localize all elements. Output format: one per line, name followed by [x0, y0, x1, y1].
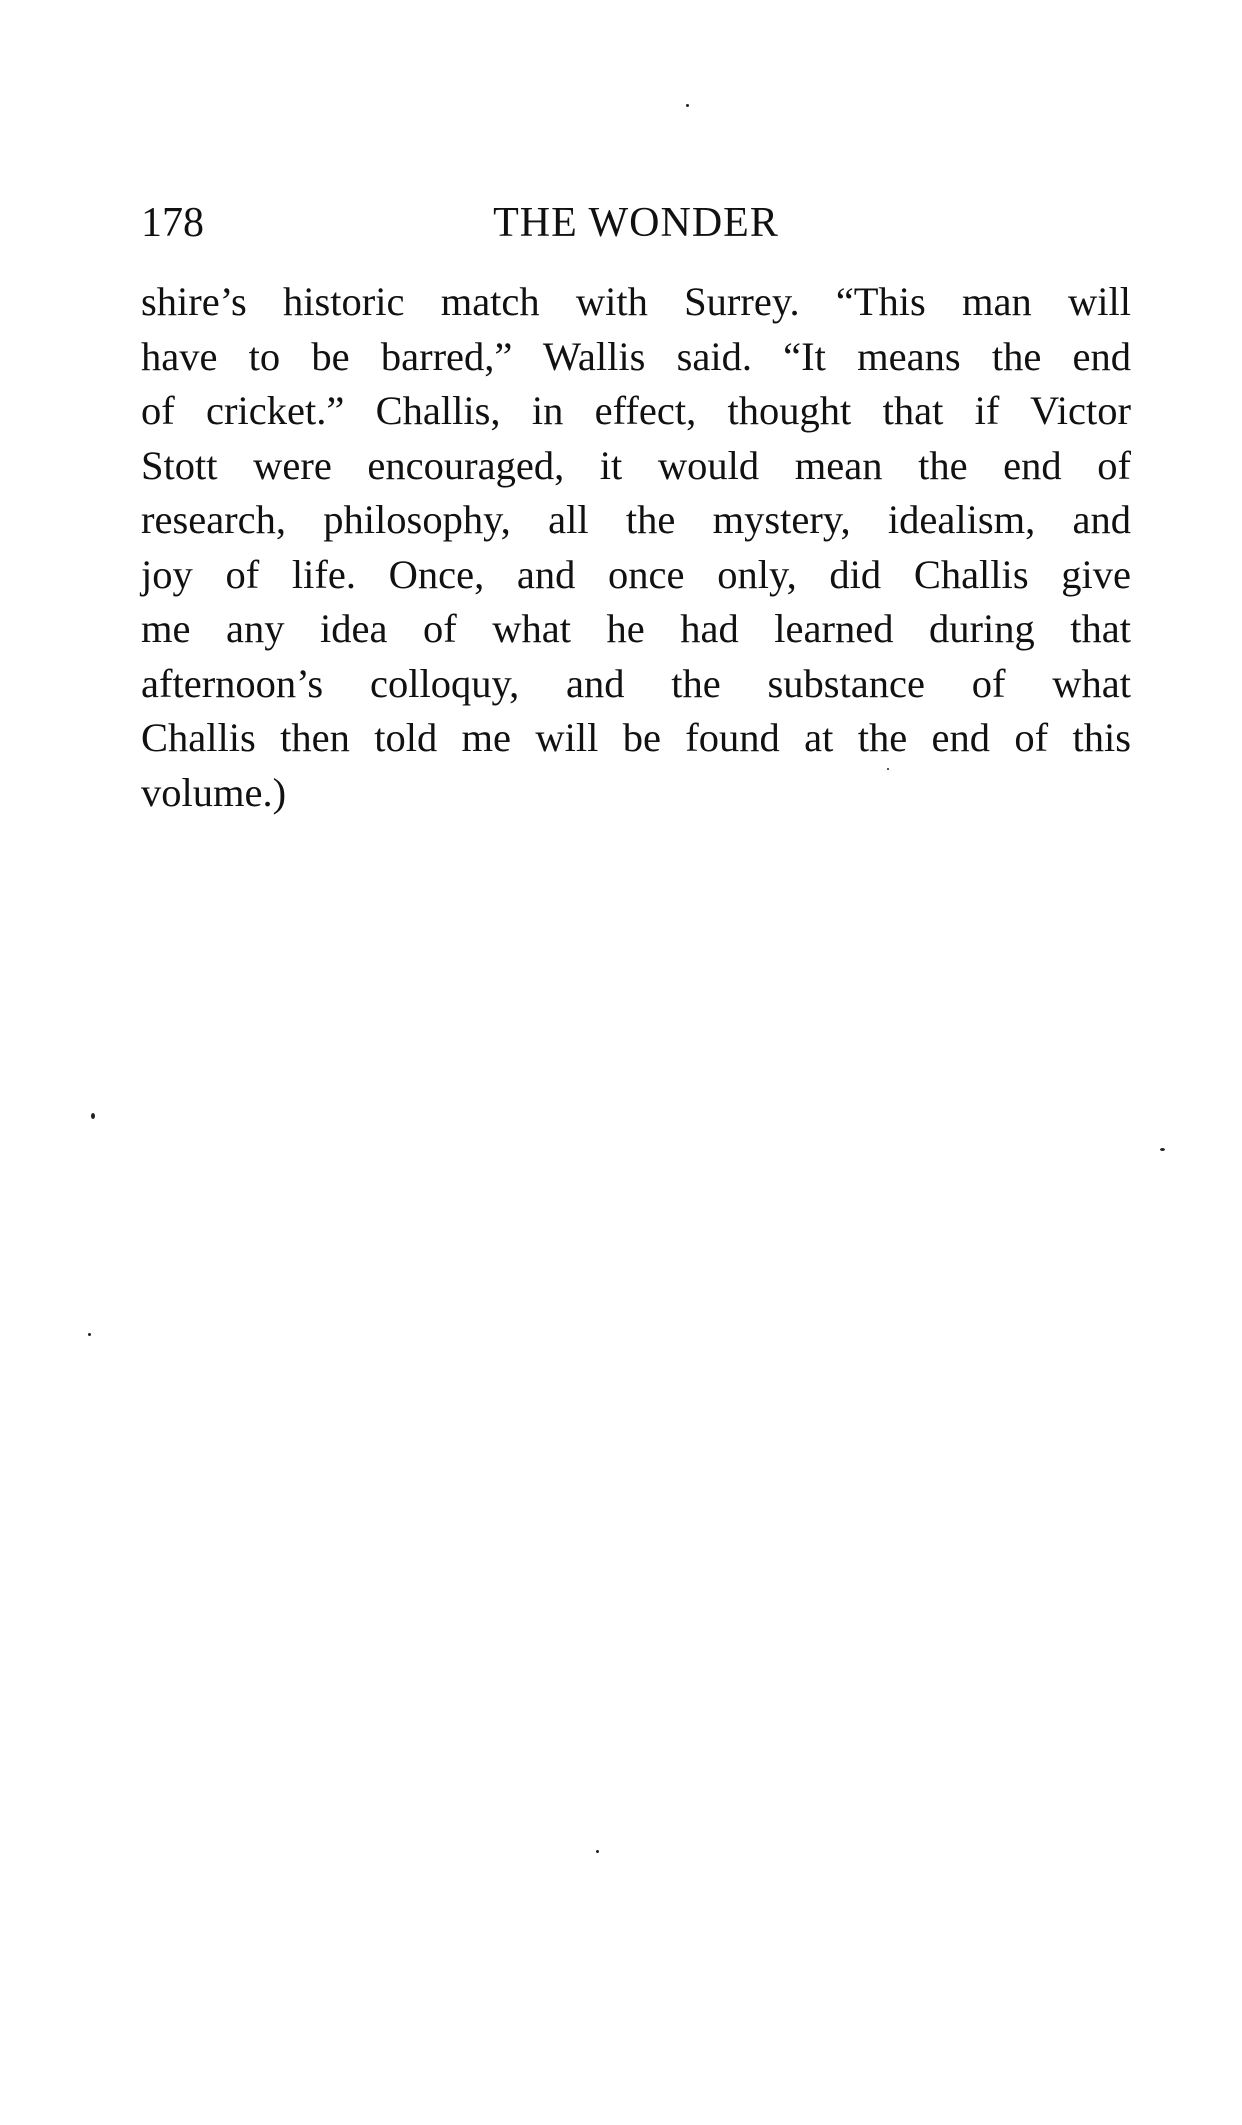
scan-speck	[686, 104, 689, 107]
text-line: me any idea of what he had learned during that	[141, 606, 1131, 651]
scan-speck	[1160, 1148, 1165, 1151]
scan-speck	[887, 768, 889, 770]
scan-speck	[596, 1850, 599, 1853]
text-line: Challis then told me will be found at the end of this	[141, 715, 1131, 760]
page-header	[141, 198, 1131, 248]
text-line: volume.)	[141, 769, 287, 815]
running-title: THE WONDER	[493, 200, 779, 246]
scan-speck	[88, 1333, 91, 1336]
text-line: Stott were encouraged, it would mean the end of	[141, 442, 1131, 488]
body-paragraph	[141, 275, 1131, 820]
text-line: joy of life. Once, and once only, did Challis give	[141, 551, 1131, 597]
page-number: 178	[141, 200, 204, 246]
text-line: research, philosophy, all the mystery, idealism, and	[141, 497, 1131, 542]
text-line: shire’s historic match with Surrey. “This man will	[141, 279, 1131, 324]
text-line: have to be barred,” Wallis said. “It means the end	[141, 333, 1131, 379]
text-line: afternoon’s colloquy, and the substance of what	[141, 660, 1131, 706]
scan-speck	[91, 1113, 95, 1119]
text-line: of cricket.” Challis, in effect, thought that if Victor	[141, 388, 1131, 433]
